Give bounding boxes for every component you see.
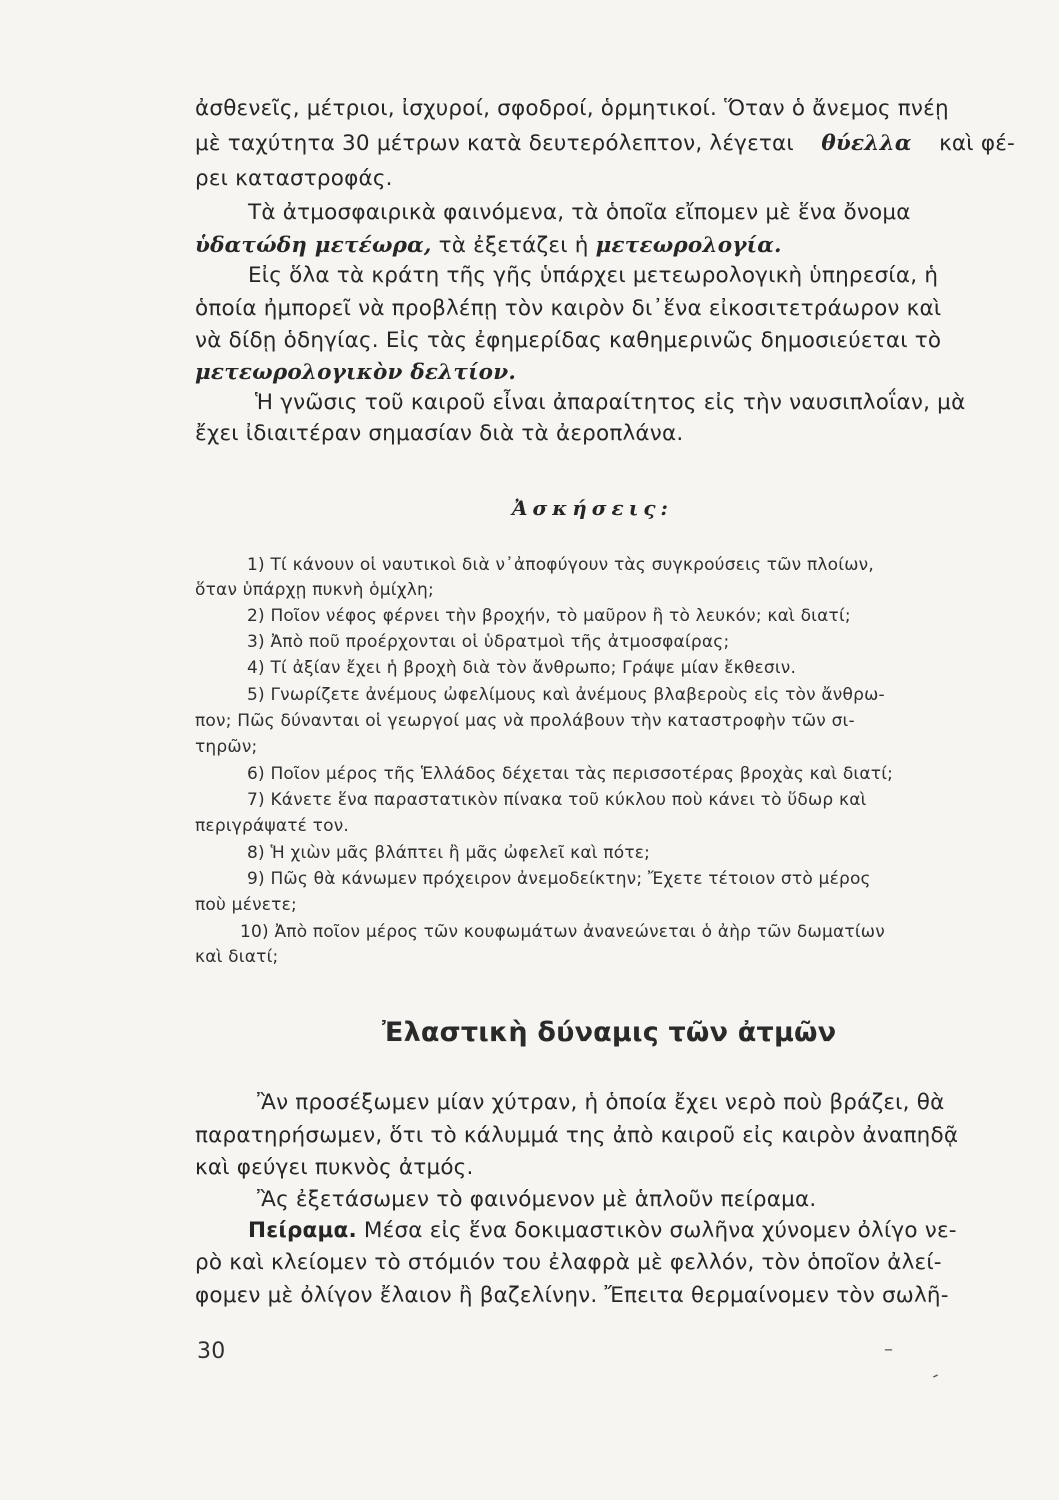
exercise-line: καὶ διατί; <box>195 947 279 967</box>
intro-line-8: νὰ δίδῃ ὁδηγίας. Εἰς τὰς ἐφημερίδας καθημερινῶς δημοσιεύεται τὸ <box>195 328 942 353</box>
exercise-line: 2) Ποῖον νέφος φέρνει τὴν βροχήν, τὸ μαῦρον ἢ τὸ λευκόν; καὶ διατί; <box>247 606 851 626</box>
exercise-line: 6) Ποῖον μέρος τῆς Ἑλλάδος δέχεται τὰς περισσοτέρας βροχὰς καὶ διατί; <box>247 764 894 784</box>
intro-line-5-mid: τὰ ἐξετάζει ἡ <box>438 233 589 258</box>
intro-line-2-pre: μὲ ταχύτητα 30 μέτρων κατὰ δευτερόλεπτον, λέγεται <box>195 131 794 156</box>
intro-term-hydatode: ὑδατώδη μετέωρα, <box>195 233 432 258</box>
intro-line-10: Ἡ γνῶσις τοῦ καιροῦ εἶναι ἀπαραίτητος εἰς τὴν ναυσιπλοΐαν, μὰ <box>255 390 966 415</box>
intro-line-5 <box>195 233 782 258</box>
scan-speck-mark: – <box>884 1339 893 1360</box>
exercise-line: ποὺ μένετε; <box>195 895 297 915</box>
page-number: 30 <box>197 1339 226 1364</box>
section-p3-line-1 <box>248 1218 957 1243</box>
exercise-line: 7) Κάνετε ἕνα παραστατικὸν πίνακα τοῦ κύκλου ποὺ κάνει τὸ ὕδωρ καὶ <box>247 790 867 810</box>
intro-line-1-text: ἀσθενεῖς, μέτριοι, ἰσχυροί, σφοδροί, ὁρμητικοί. Ὅταν ὁ ἄνεμος πνέῃ <box>195 96 949 121</box>
intro-term-thyella: θύελλα <box>821 131 912 156</box>
scan-speck-mark: ‐ <box>927 1364 943 1387</box>
exercise-line: 5) Γνωρίζετε ἀνέμους ὠφελίμους καὶ ἀνέμους βλαβεροὺς εἰς τὸν ἄνθρω- <box>247 685 885 705</box>
exercises-title: Ἀσκήσεις: <box>512 496 673 520</box>
section-p3-line-2: ρὸ καὶ κλείομεν τὸ στόμιόν του ἐλαφρὰ μὲ φελλόν, τὸν ὁποῖον ἀλεί- <box>195 1250 942 1275</box>
intro-line-11: ἔχει ἰδιαιτέραν σημασίαν διὰ τὰ ἀεροπλάνα. <box>195 421 684 446</box>
section-p3-line-1-text: Μέσα εἰς ἕνα δοκιμαστικὸν σωλῆνα χύνομεν ὀλίγο νε- <box>363 1218 957 1243</box>
exercise-line: 9) Πῶς θὰ κάνωμεν πρόχειρον ἀνεμοδείκτην; Ἔχετε τέτοιον στὸ μέρος <box>247 869 871 889</box>
intro-line-7: ὁποία ἠμπορεῖ νὰ προβλέπῃ τὸν καιρὸν δι᾽ἕνα εἰκοσιτετράωρον καὶ <box>195 296 942 321</box>
intro-line-2 <box>195 131 1015 156</box>
exercise-line: 10) Ἀπὸ ποῖον μέρος τῶν κουφωμάτων ἀνανεώνεται ὁ ἀὴρ τῶν δωματίων <box>240 922 885 942</box>
experiment-label: Πείραμα. <box>248 1218 357 1243</box>
section-p3-line-3: φομεν μὲ ὀλίγον ἔλαιον ἢ βαζελίνην. Ἔπειτα θερμαίνομεν τὸν σωλῆ- <box>195 1283 949 1308</box>
exercise-line: πον; Πῶς δύνανται οἱ γεωργοί μας νὰ προλάβουν τὴν καταστροφὴν τῶν σι- <box>195 711 855 731</box>
exercise-line: 3) Ἀπὸ ποῦ προέρχονται οἱ ὑδρατμοὶ τῆς ἀτμοσφαίρας; <box>247 632 730 652</box>
section-p1-line-2: παρατηρήσωμεν, ὅτι τὸ κάλυμμά της ἀπὸ καιροῦ εἰς καιρὸν ἀναπηδᾷ <box>195 1123 959 1148</box>
section-p2-line-1: Ἂς ἐξετάσωμεν τὸ φαινόμενον μὲ ἁπλοῦν πείραμα. <box>257 1187 817 1212</box>
exercise-line: ὅταν ὑπάρχῃ πυκνὴ ὁμίχλη; <box>195 580 434 600</box>
exercise-line: 4) Τί ἀξίαν ἔχει ἡ βροχὴ διὰ τὸν ἄνθρωπο; Γράψε μίαν ἔκθεσιν. <box>247 658 797 678</box>
intro-line-6: Εἰς ὅλα τὰ κράτη τῆς γῆς ὑπάρχει μετεωρολογικὴ ὑπηρεσία, ἡ <box>248 263 939 288</box>
intro-term-bulletin: μετεωρολογικὸν δελτίον. <box>195 360 517 385</box>
exercise-line: περιγράψατέ τον. <box>195 816 350 836</box>
intro-line-3: ρει καταστροφάς. <box>195 166 393 191</box>
intro-line-2-post: καὶ φέ- <box>939 131 1015 156</box>
intro-line-1 <box>195 96 1015 121</box>
section-p1-line-1: Ἂν προσέξωμεν μίαν χύτραν, ἡ ὁποία ἔχει νερὸ ποὺ βράζει, θὰ <box>257 1090 945 1115</box>
exercise-line: 8) Ἡ χιὼν μᾶς βλάπτει ἢ μᾶς ὠφελεῖ καὶ πότε; <box>247 843 651 863</box>
exercise-line: τηρῶν; <box>195 737 258 757</box>
intro-line-4: Τὰ ἀτμοσφαιρικὰ φαινόμενα, τὰ ὁποῖα εἴπομεν μὲ ἕνα ὄνομα <box>248 200 911 225</box>
section-heading: Ἐλαστικὴ δύναμις τῶν ἀτμῶν <box>382 1017 837 1048</box>
section-p1-line-3: καὶ φεύγει πυκνὸς ἀτμός. <box>195 1155 474 1180</box>
intro-term-meteorology: μετεωρολογία. <box>595 233 782 258</box>
exercise-line: 1) Τί κάνουν οἱ ναυτικοὶ διὰ ν᾽ἀποφύγουν τὰς συγκρούσεις τῶν πλοίων, <box>247 555 874 575</box>
